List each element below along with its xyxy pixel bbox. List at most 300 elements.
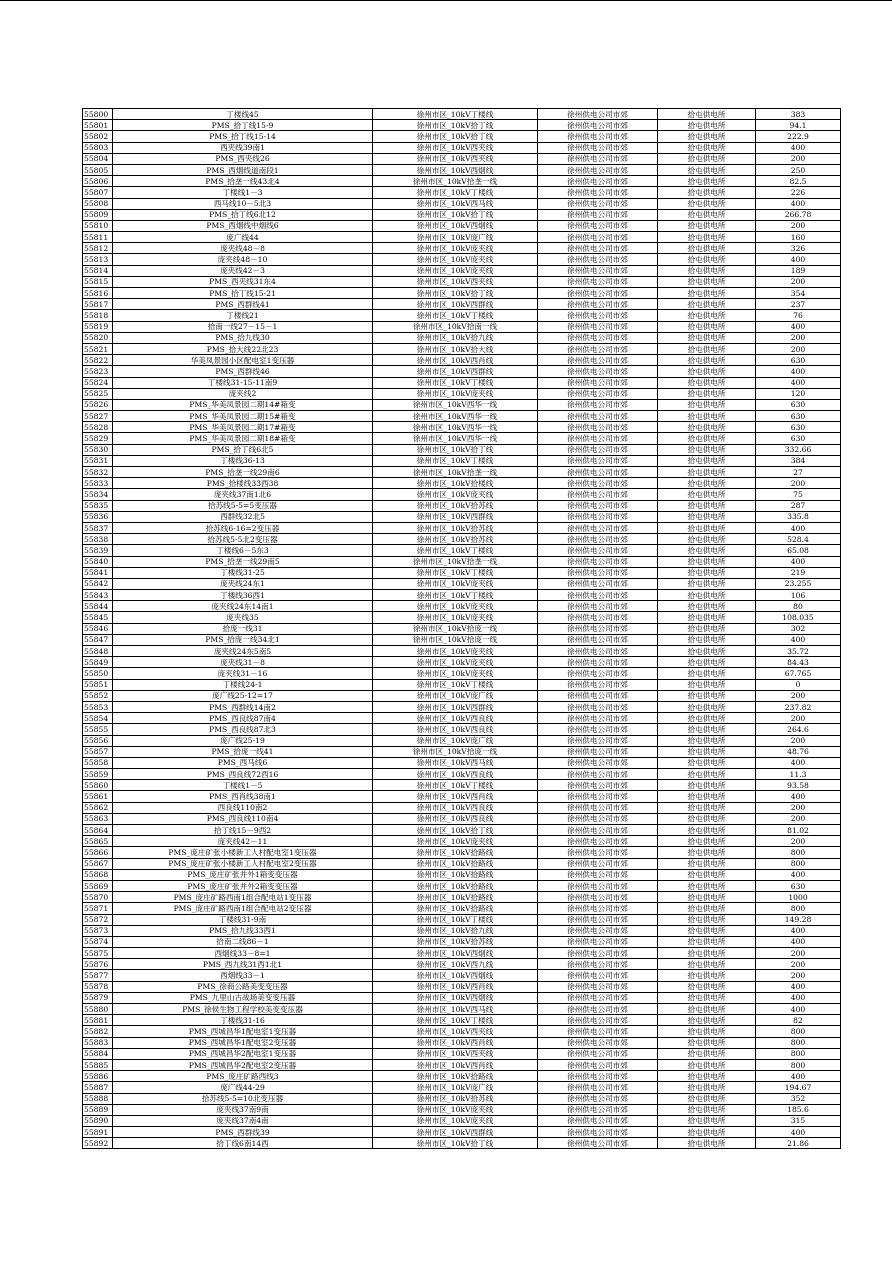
capacity-cell: 200	[756, 970, 841, 981]
station-cell: 拾屯供电所	[658, 858, 756, 869]
capacity-cell: 200	[756, 332, 841, 343]
company-cell: 徐州供电公司市郊	[538, 209, 658, 220]
transformer-name-cell: 华美凤景园小区配电室1变压器	[113, 355, 373, 366]
feeder-line-cell: 徐州市区_10kV拾丁线	[373, 825, 538, 836]
station-cell: 拾屯供电所	[658, 1104, 756, 1115]
transformer-name-cell: PMS_拾丁线15-21	[113, 288, 373, 299]
capacity-cell: 250	[756, 164, 841, 175]
transformer-name-cell: 拾丁线15－9西2	[113, 825, 373, 836]
feeder-line-cell: 徐州市区_10kV西群线	[373, 366, 538, 377]
capacity-cell: 200	[756, 948, 841, 959]
table-row	[83, 511, 841, 522]
table-row	[83, 1127, 841, 1138]
transformer-name-cell: PMS_西群线46	[113, 366, 373, 377]
feeder-line-cell: 徐州市区_10kV庞夹线	[373, 243, 538, 254]
station-cell: 拾屯供电所	[658, 1004, 756, 1015]
station-cell: 拾屯供电所	[658, 735, 756, 746]
feeder-line-cell: 徐州市区_10kV西华一线	[373, 399, 538, 410]
row-id-cell: 55822	[83, 355, 113, 366]
capacity-cell: 630	[756, 433, 841, 444]
feeder-line-cell: 徐州市区_10kV庞夹线	[373, 265, 538, 276]
table-row	[83, 220, 841, 231]
station-cell: 拾屯供电所	[658, 109, 756, 120]
table-row	[83, 914, 841, 925]
row-id-cell: 55819	[83, 321, 113, 332]
table-row	[83, 187, 841, 198]
company-cell: 徐州供电公司市郊	[538, 109, 658, 120]
table-row	[83, 377, 841, 388]
station-cell: 拾屯供电所	[658, 657, 756, 668]
transformer-name-cell: 丁楼线36西1	[113, 590, 373, 601]
company-cell: 徐州供电公司市郊	[538, 1104, 658, 1115]
row-id-cell: 55834	[83, 489, 113, 500]
row-id-cell: 55882	[83, 1026, 113, 1037]
row-id-cell: 55863	[83, 813, 113, 824]
table-row	[83, 534, 841, 545]
station-cell: 拾屯供电所	[658, 388, 756, 399]
table-row	[83, 590, 841, 601]
company-cell: 徐州供电公司市郊	[538, 232, 658, 243]
company-cell: 徐州供电公司市郊	[538, 1127, 658, 1138]
station-cell: 拾屯供电所	[658, 120, 756, 131]
company-cell: 徐州供电公司市郊	[538, 791, 658, 802]
table-row	[83, 836, 841, 847]
capacity-cell: 400	[756, 981, 841, 992]
table-row	[83, 567, 841, 578]
station-cell: 拾屯供电所	[658, 299, 756, 310]
table-row	[83, 388, 841, 399]
capacity-cell: 400	[756, 321, 841, 332]
row-id-cell: 55823	[83, 366, 113, 377]
row-id-cell: 55880	[83, 1004, 113, 1015]
row-id-cell: 55848	[83, 646, 113, 657]
feeder-line-cell: 徐州市区_10kV拾苏线	[373, 534, 538, 545]
station-cell: 拾屯供电所	[658, 511, 756, 522]
capacity-cell: 400	[756, 198, 841, 209]
table-row	[83, 1115, 841, 1126]
station-cell: 拾屯供电所	[658, 220, 756, 231]
transformer-name-cell: 庞夹线42－11	[113, 836, 373, 847]
table-row	[83, 679, 841, 690]
station-cell: 拾屯供电所	[658, 176, 756, 187]
transformer-name-cell: PMS_西九线31西1北1	[113, 959, 373, 970]
transformer-name-cell: PMS_西肖线38南1	[113, 791, 373, 802]
table-row	[83, 276, 841, 287]
row-id-cell: 55847	[83, 634, 113, 645]
station-cell: 拾屯供电所	[658, 646, 756, 657]
transformer-name-cell: PMS_西城昌华1配电室2变压器	[113, 1037, 373, 1048]
company-cell: 徐州供电公司市郊	[538, 131, 658, 142]
station-cell: 拾屯供电所	[658, 265, 756, 276]
company-cell: 徐州供电公司市郊	[538, 657, 658, 668]
capacity-cell: 200	[756, 813, 841, 824]
table-row	[83, 813, 841, 824]
transformer-name-cell: 庞夹线2	[113, 388, 373, 399]
company-cell: 徐州供电公司市郊	[538, 433, 658, 444]
station-cell: 拾屯供电所	[658, 1059, 756, 1070]
station-cell: 拾屯供电所	[658, 892, 756, 903]
station-cell: 拾屯供电所	[658, 153, 756, 164]
station-cell: 拾屯供电所	[658, 321, 756, 332]
capacity-cell: 194.67	[756, 1082, 841, 1093]
table-row	[83, 444, 841, 455]
transformer-name-cell: 庞夹线48－8	[113, 243, 373, 254]
row-id-cell: 55865	[83, 836, 113, 847]
table-row	[83, 668, 841, 679]
row-id-cell: 55851	[83, 679, 113, 690]
feeder-line-cell: 徐州市区_10kV拾楼线	[373, 478, 538, 489]
transformer-name-cell: PMS_拾大线22北23	[113, 343, 373, 354]
company-cell: 徐州供电公司市郊	[538, 556, 658, 567]
transformer-name-cell: PMS_拾丁线6北12	[113, 209, 373, 220]
table-row	[83, 198, 841, 209]
table-row	[83, 153, 841, 164]
feeder-line-cell: 徐州市区_10kV西肖线	[373, 1037, 538, 1048]
table-row	[83, 623, 841, 634]
table-row	[83, 892, 841, 903]
table-row	[83, 522, 841, 533]
station-cell: 拾屯供电所	[658, 948, 756, 959]
table-row	[83, 1071, 841, 1082]
company-cell: 徐州供电公司市郊	[538, 646, 658, 657]
row-id-cell: 55811	[83, 232, 113, 243]
row-id-cell: 55816	[83, 288, 113, 299]
row-id-cell: 55867	[83, 858, 113, 869]
capacity-cell: 237	[756, 299, 841, 310]
table-row	[83, 411, 841, 422]
table-row	[83, 1093, 841, 1104]
transformer-name-cell: PMS_西夹线26	[113, 153, 373, 164]
row-id-cell: 55871	[83, 903, 113, 914]
capacity-cell: 108.035	[756, 612, 841, 623]
company-cell: 徐州供电公司市郊	[538, 444, 658, 455]
capacity-cell: 400	[756, 1071, 841, 1082]
capacity-cell: 400	[756, 522, 841, 533]
company-cell: 徐州供电公司市郊	[538, 713, 658, 724]
transformer-name-cell: PMS_拾丁线15-14	[113, 131, 373, 142]
station-cell: 拾屯供电所	[658, 690, 756, 701]
table-row	[83, 713, 841, 724]
company-cell: 徐州供电公司市郊	[538, 1138, 658, 1149]
transformer-name-cell: 庞夹线31－16	[113, 668, 373, 679]
feeder-line-cell: 徐州市区_10kV庞夹线	[373, 612, 538, 623]
feeder-line-cell: 徐州市区_10kV西肖线	[373, 791, 538, 802]
transformer-name-cell: 拾丁线6南14西	[113, 1138, 373, 1149]
row-id-cell: 55858	[83, 757, 113, 768]
row-id-cell: 55856	[83, 735, 113, 746]
transformer-name-cell: PMS_拾垄一线29南6	[113, 467, 373, 478]
feeder-line-cell: 徐州市区_10kV庞夹线	[373, 489, 538, 500]
row-id-cell: 55829	[83, 433, 113, 444]
feeder-line-cell: 徐州市区_10kV西良线	[373, 813, 538, 824]
station-cell: 拾屯供电所	[658, 198, 756, 209]
company-cell: 徐州供电公司市郊	[538, 254, 658, 265]
station-cell: 拾屯供电所	[658, 578, 756, 589]
company-cell: 徐州供电公司市郊	[538, 411, 658, 422]
capacity-cell: 200	[756, 478, 841, 489]
company-cell: 徐州供电公司市郊	[538, 623, 658, 634]
table-row	[83, 869, 841, 880]
data-table	[82, 108, 841, 1149]
station-cell: 拾屯供电所	[658, 1026, 756, 1037]
capacity-cell: 400	[756, 757, 841, 768]
row-id-cell: 55800	[83, 109, 113, 120]
feeder-line-cell: 徐州市区_10kV庞夹线	[373, 657, 538, 668]
row-id-cell: 55813	[83, 254, 113, 265]
capacity-cell: 630	[756, 880, 841, 891]
feeder-line-cell: 徐州市区_10kV拾九线	[373, 925, 538, 936]
station-cell: 拾屯供电所	[658, 903, 756, 914]
company-cell: 徐州供电公司市郊	[538, 534, 658, 545]
transformer-name-cell: PMS_西马线6	[113, 757, 373, 768]
table-row	[83, 634, 841, 645]
table-row	[83, 310, 841, 321]
row-id-cell: 55850	[83, 668, 113, 679]
row-id-cell: 55804	[83, 153, 113, 164]
feeder-line-cell: 徐州市区_10kV丁楼线	[373, 1015, 538, 1026]
row-id-cell: 55801	[83, 120, 113, 131]
station-cell: 拾屯供电所	[658, 164, 756, 175]
feeder-line-cell: 徐州市区_10kV拾路线	[373, 847, 538, 858]
station-cell: 拾屯供电所	[658, 847, 756, 858]
company-cell: 徐州供电公司市郊	[538, 746, 658, 757]
feeder-line-cell: 徐州市区_10kV西群线	[373, 1127, 538, 1138]
capacity-cell: 630	[756, 355, 841, 366]
row-id-cell: 55841	[83, 567, 113, 578]
transformer-name-cell: 庞广线44	[113, 232, 373, 243]
company-cell: 徐州供电公司市郊	[538, 858, 658, 869]
table-row	[83, 455, 841, 466]
company-cell: 徐州供电公司市郊	[538, 836, 658, 847]
station-cell: 拾屯供电所	[658, 813, 756, 824]
company-cell: 徐州供电公司市郊	[538, 590, 658, 601]
transformer-name-cell: 丁楼线31-9南	[113, 914, 373, 925]
row-id-cell: 55857	[83, 746, 113, 757]
row-id-cell: 55884	[83, 1048, 113, 1059]
station-cell: 拾屯供电所	[658, 1127, 756, 1138]
feeder-line-cell: 徐州市区_10kV丁楼线	[373, 590, 538, 601]
feeder-line-cell: 徐州市区_10kV拾大线	[373, 343, 538, 354]
feeder-line-cell: 徐州市区_10kV拾庞一线	[373, 746, 538, 757]
feeder-line-cell: 徐州市区_10kV西烟线	[373, 970, 538, 981]
company-cell: 徐州供电公司市郊	[538, 187, 658, 198]
feeder-line-cell: 徐州市区_10kV庞夹线	[373, 836, 538, 847]
transformer-name-cell: PMS_徐商公路美变变压器	[113, 981, 373, 992]
row-id-cell: 55881	[83, 1015, 113, 1026]
feeder-line-cell: 徐州市区_10kV西九线	[373, 959, 538, 970]
feeder-line-cell: 徐州市区_10kV西群线	[373, 701, 538, 712]
row-id-cell: 55836	[83, 511, 113, 522]
station-cell: 拾屯供电所	[658, 959, 756, 970]
table-row	[83, 232, 841, 243]
transformer-name-cell: PMS_西群线14南2	[113, 701, 373, 712]
company-cell: 徐州供电公司市郊	[538, 332, 658, 343]
capacity-cell: 352	[756, 1093, 841, 1104]
feeder-line-cell: 徐州市区_10kV西肖线	[373, 355, 538, 366]
company-cell: 徐州供电公司市郊	[538, 757, 658, 768]
transformer-name-cell: 丁楼线36-13	[113, 455, 373, 466]
table-row	[83, 478, 841, 489]
station-cell: 拾屯供电所	[658, 780, 756, 791]
table-row	[83, 657, 841, 668]
feeder-line-cell: 徐州市区_10kV庞夹线	[373, 601, 538, 612]
row-id-cell: 55844	[83, 601, 113, 612]
capacity-cell: 400	[756, 791, 841, 802]
station-cell: 拾屯供电所	[658, 556, 756, 567]
station-cell: 拾屯供电所	[658, 1048, 756, 1059]
station-cell: 拾屯供电所	[658, 343, 756, 354]
row-id-cell: 55809	[83, 209, 113, 220]
row-id-cell: 55862	[83, 802, 113, 813]
company-cell: 徐州供电公司市郊	[538, 176, 658, 187]
transformer-name-cell: PMS_西良线72西16	[113, 769, 373, 780]
capacity-cell: 94.1	[756, 120, 841, 131]
station-cell: 拾屯供电所	[658, 981, 756, 992]
transformer-name-cell: PMS_西良线110南4	[113, 813, 373, 824]
feeder-line-cell: 徐州市区_10kV西夹线	[373, 1048, 538, 1059]
table-row	[83, 601, 841, 612]
capacity-cell: 200	[756, 959, 841, 970]
transformer-name-cell: 庞夹线24东5南5	[113, 646, 373, 657]
feeder-line-cell: 徐州市区_10kV拾路线	[373, 1071, 538, 1082]
transformer-name-cell: 西烟线33－1	[113, 970, 373, 981]
transformer-name-cell: 庞夹线24东14南1	[113, 601, 373, 612]
capacity-cell: 1000	[756, 892, 841, 903]
transformer-name-cell: 拾苏线5-5=5变压器	[113, 500, 373, 511]
capacity-cell: 21.86	[756, 1138, 841, 1149]
feeder-line-cell: 徐州市区_10kV庞夹线	[373, 1104, 538, 1115]
table-row	[83, 992, 841, 1003]
station-cell: 拾屯供电所	[658, 601, 756, 612]
feeder-line-cell: 徐州市区_10kV拾垄一线	[373, 467, 538, 478]
capacity-cell: 226	[756, 187, 841, 198]
company-cell: 徐州供电公司市郊	[538, 701, 658, 712]
company-cell: 徐州供电公司市郊	[538, 545, 658, 556]
station-cell: 拾屯供电所	[658, 332, 756, 343]
row-id-cell: 55888	[83, 1093, 113, 1104]
station-cell: 拾屯供电所	[658, 399, 756, 410]
table-row	[83, 802, 841, 813]
company-cell: 徐州供电公司市郊	[538, 1015, 658, 1026]
capacity-cell: 400	[756, 254, 841, 265]
capacity-cell: 82.5	[756, 176, 841, 187]
table-row	[83, 612, 841, 623]
station-cell: 拾屯供电所	[658, 478, 756, 489]
capacity-cell: 630	[756, 399, 841, 410]
company-cell: 徐州供电公司市郊	[538, 880, 658, 891]
transformer-name-cell: PMS_西城昌华2配电室2变压器	[113, 1059, 373, 1070]
capacity-cell: 800	[756, 858, 841, 869]
row-id-cell: 55860	[83, 780, 113, 791]
company-cell: 徐州供电公司市郊	[538, 310, 658, 321]
transformer-name-cell: PMS_西烟线道南段1	[113, 164, 373, 175]
transformer-name-cell: 拾庞一线31	[113, 623, 373, 634]
company-cell: 徐州供电公司市郊	[538, 992, 658, 1003]
station-cell: 拾屯供电所	[658, 310, 756, 321]
table-row	[83, 1026, 841, 1037]
transformer-name-cell: 庞夹线37南1北6	[113, 489, 373, 500]
capacity-cell: 81.02	[756, 825, 841, 836]
station-cell: 拾屯供电所	[658, 836, 756, 847]
company-cell: 徐州供电公司市郊	[538, 970, 658, 981]
capacity-cell: 400	[756, 377, 841, 388]
company-cell: 徐州供电公司市郊	[538, 343, 658, 354]
table-row	[83, 1082, 841, 1093]
transformer-name-cell: 拾苏线5-5=10北变压器	[113, 1093, 373, 1104]
capacity-cell: 106	[756, 590, 841, 601]
feeder-line-cell: 徐州市区_10kV拾路线	[373, 903, 538, 914]
company-cell: 徐州供电公司市郊	[538, 299, 658, 310]
transformer-name-cell: PMS_庞庄矿路西南1组合配电站2变压器	[113, 903, 373, 914]
station-cell: 拾屯供电所	[658, 746, 756, 757]
table-row	[83, 735, 841, 746]
feeder-line-cell: 徐州市区_10kV拾九线	[373, 332, 538, 343]
transformer-name-cell: 庞夹线37南4南	[113, 1115, 373, 1126]
capacity-cell: 335.8	[756, 511, 841, 522]
table-row	[83, 332, 841, 343]
company-cell: 徐州供电公司市郊	[538, 813, 658, 824]
row-id-cell: 55886	[83, 1071, 113, 1082]
company-cell: 徐州供电公司市郊	[538, 153, 658, 164]
row-id-cell: 55864	[83, 825, 113, 836]
transformer-name-cell: 庞夹线35	[113, 612, 373, 623]
company-cell: 徐州供电公司市郊	[538, 265, 658, 276]
row-id-cell: 55810	[83, 220, 113, 231]
feeder-line-cell: 徐州市区_10kV西群线	[373, 299, 538, 310]
row-id-cell: 55824	[83, 377, 113, 388]
station-cell: 拾屯供电所	[658, 925, 756, 936]
company-cell: 徐州供电公司市郊	[538, 825, 658, 836]
station-cell: 拾屯供电所	[658, 455, 756, 466]
row-id-cell: 55835	[83, 500, 113, 511]
company-cell: 徐州供电公司市郊	[538, 802, 658, 813]
company-cell: 徐州供电公司市郊	[538, 892, 658, 903]
company-cell: 徐州供电公司市郊	[538, 489, 658, 500]
station-cell: 拾屯供电所	[658, 701, 756, 712]
row-id-cell: 55837	[83, 522, 113, 533]
feeder-line-cell: 徐州市区_10kV拾苏线	[373, 522, 538, 533]
transformer-name-cell: PMS_西夹线31东4	[113, 276, 373, 287]
table-row	[83, 355, 841, 366]
company-cell: 徐州供电公司市郊	[538, 612, 658, 623]
table-row	[83, 299, 841, 310]
transformer-name-cell: PMS_庞庄矿张小楼新工人村配电室2变压器	[113, 858, 373, 869]
feeder-line-cell: 徐州市区_10kV西群线	[373, 511, 538, 522]
row-id-cell: 55803	[83, 142, 113, 153]
feeder-line-cell: 徐州市区_10kV丁楼线	[373, 455, 538, 466]
capacity-cell: 200	[756, 153, 841, 164]
feeder-line-cell: 徐州市区_10kV西夹线	[373, 1026, 538, 1037]
capacity-cell: 237.82	[756, 701, 841, 712]
feeder-line-cell: 徐州市区_10kV拾庞一线	[373, 623, 538, 634]
capacity-cell: 315	[756, 1115, 841, 1126]
station-cell: 拾屯供电所	[658, 802, 756, 813]
capacity-cell: 400	[756, 992, 841, 1003]
capacity-cell: 400	[756, 1004, 841, 1015]
row-id-cell: 55825	[83, 388, 113, 399]
capacity-cell: 75	[756, 489, 841, 500]
row-id-cell: 55890	[83, 1115, 113, 1126]
capacity-cell: 400	[756, 869, 841, 880]
table-row	[83, 880, 841, 891]
table-row	[83, 858, 841, 869]
capacity-cell: 82	[756, 1015, 841, 1026]
station-cell: 拾屯供电所	[658, 377, 756, 388]
company-cell: 徐州供电公司市郊	[538, 578, 658, 589]
transformer-name-cell: 拾苏线5-5北2变压器	[113, 534, 373, 545]
feeder-line-cell: 徐州市区_10kV西夹线	[373, 153, 538, 164]
table-row	[83, 120, 841, 131]
